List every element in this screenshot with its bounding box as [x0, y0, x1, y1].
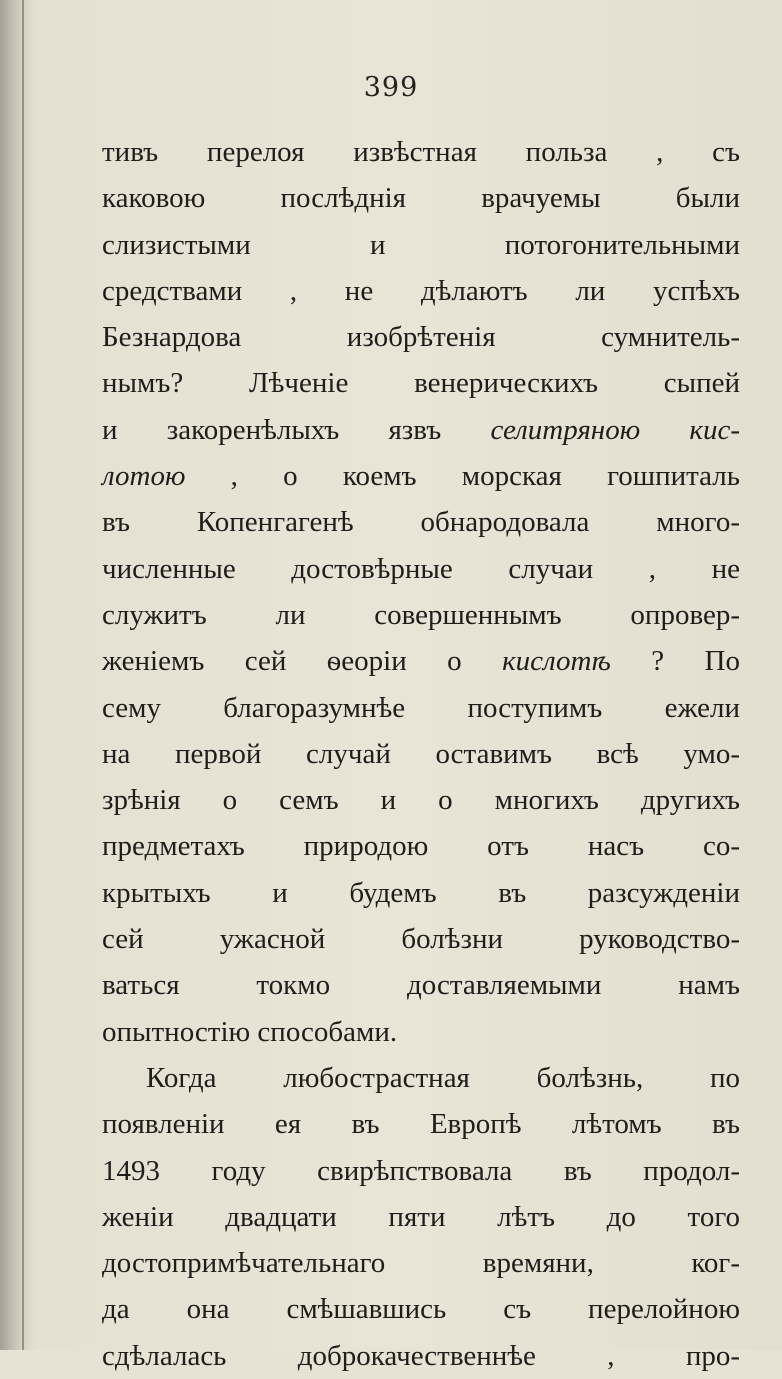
text-line: служитъ ли совершеннымъ опровер-	[102, 598, 740, 631]
binding-shadow	[0, 0, 34, 1350]
text-line: численные достовѣрные случаи , не	[102, 552, 740, 585]
text-line: въ Копенгагенѣ обнародовала много-	[102, 506, 740, 539]
text-line: каковою послѣднія врачуемы были	[102, 182, 740, 215]
text-line: женіемъ сей ѳеоріи о кислотѣ ? По	[102, 645, 740, 678]
italic-term: кислотѣ	[502, 645, 611, 678]
text-line: сдѣлалась доброкачественнѣе , про-	[102, 1339, 740, 1372]
text-line: зрѣнія о семъ и о многихъ другихъ	[102, 784, 740, 817]
text-line: ваться токмо доставляемыми намъ	[102, 969, 740, 1002]
body-text	[102, 129, 740, 1379]
text-line-paragraph-end: опытностію способами.	[102, 1015, 398, 1048]
page-number: 399	[363, 72, 419, 103]
text-line: да она смѣшавшись съ перелойною	[102, 1293, 740, 1326]
text-line: предметахъ природою отъ насъ со-	[102, 830, 740, 863]
text-line: на первой случай оставимъ всѣ умо-	[102, 737, 740, 770]
text-line: появленіи ея въ Европѣ лѣтомъ въ	[102, 1108, 740, 1141]
text-line: сей ужасной болѣзни руководство-	[102, 923, 740, 956]
text-line: женіи двадцати пяти лѣтъ до того	[102, 1200, 740, 1233]
text-line: средствами , не дѣлаютъ ли успѣхъ	[102, 274, 740, 307]
italic-term: селитряною кис-	[490, 413, 740, 446]
text-line: сему благоразумнѣе поступимъ ежели	[102, 691, 740, 724]
text-line-paragraph-start: Когда любострастная болѣзнь, по	[146, 1061, 740, 1094]
binding-edge	[22, 0, 24, 1350]
text-line: и закоренѣлыхъ язвъ селитряною кис-	[102, 413, 740, 446]
text-line: Безнардова изобрѣтенія сумнитель-	[102, 321, 740, 354]
text-line: лотою , о коемъ морская гошпиталь	[102, 460, 740, 493]
text-line: крытыхъ и будемъ въ разсужденіи	[102, 876, 740, 909]
italic-term: лотою	[102, 460, 186, 493]
text-line: нымъ? Лѣченіе венерическихъ сыпей	[102, 367, 740, 400]
text-line: достопримѣчательнаго времяни, ког-	[102, 1247, 740, 1280]
text-line: 1493 году свирѣпствовала въ продол-	[102, 1154, 740, 1187]
text-line: слизистыми и потогонительными	[102, 228, 740, 261]
text-line: тивъ перелоя извѣстная польза , съ	[102, 136, 740, 168]
